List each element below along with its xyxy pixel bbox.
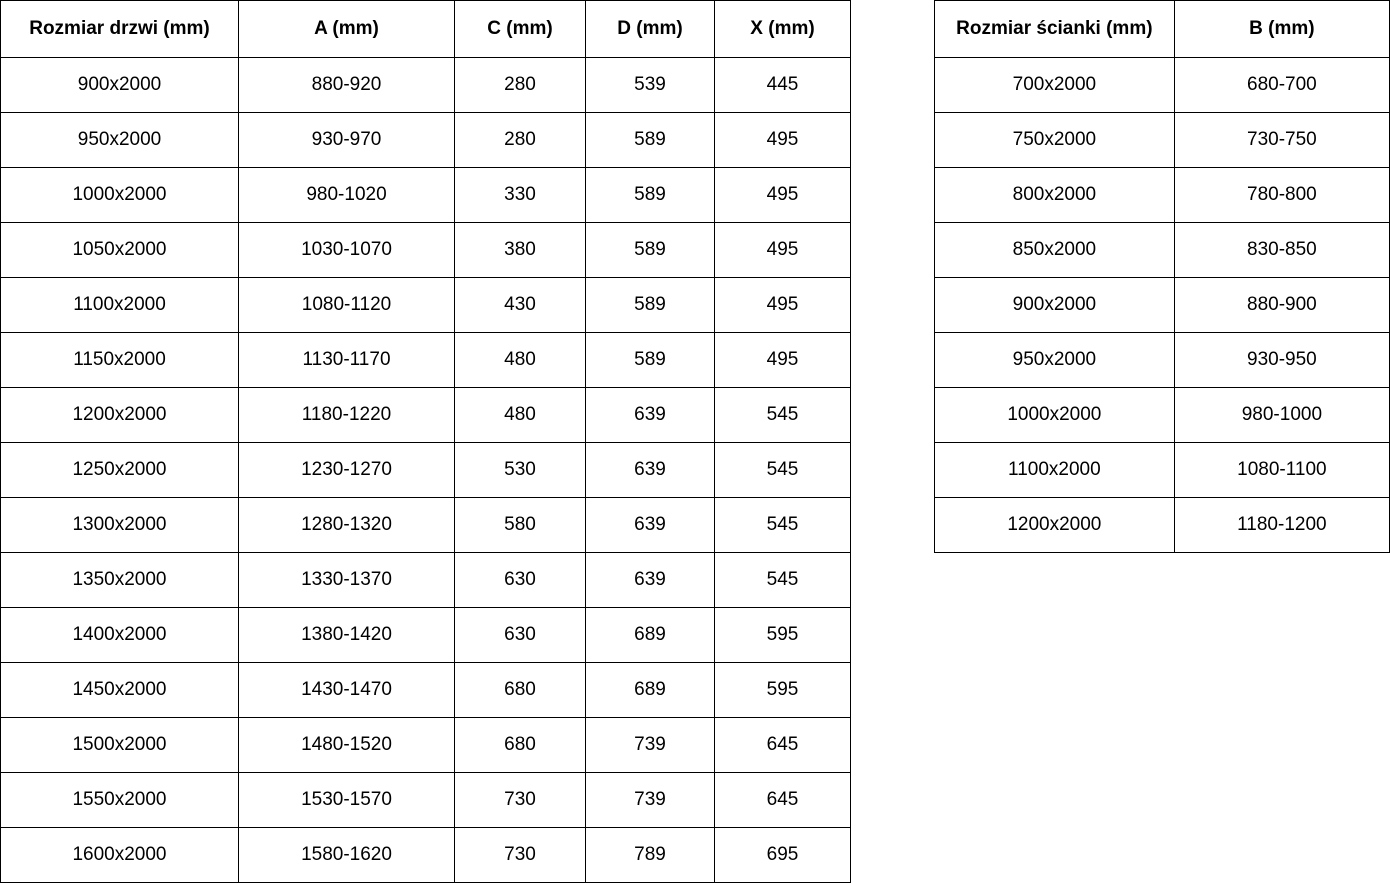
cell-b: 880-900 — [1174, 278, 1389, 333]
cell-d: 739 — [586, 718, 715, 773]
wall-sizes-table-head — [935, 1, 1390, 58]
cell-c: 680 — [455, 718, 586, 773]
cell-wall-size: 800x2000 — [935, 168, 1175, 223]
column-header-c: C (mm) — [455, 1, 586, 58]
cell-door-size: 1000x2000 — [1, 168, 239, 223]
cell-wall-size: 1000x2000 — [935, 388, 1175, 443]
cell-wall-size: 700x2000 — [935, 58, 1175, 113]
cell-x: 545 — [715, 553, 851, 608]
cell-wall-size: 950x2000 — [935, 333, 1175, 388]
cell-wall-size: 900x2000 — [935, 278, 1175, 333]
cell-d: 689 — [586, 663, 715, 718]
cell-b: 730-750 — [1174, 113, 1389, 168]
cell-c: 730 — [455, 773, 586, 828]
table-row — [935, 168, 1390, 223]
cell-x: 595 — [715, 663, 851, 718]
column-header-x: X (mm) — [715, 1, 851, 58]
cell-c: 580 — [455, 498, 586, 553]
cell-x: 495 — [715, 333, 851, 388]
cell-b: 1180-1200 — [1174, 498, 1389, 553]
cell-c: 330 — [455, 168, 586, 223]
table-row — [1, 608, 851, 663]
cell-wall-size: 850x2000 — [935, 223, 1175, 278]
cell-c: 530 — [455, 443, 586, 498]
table-row — [1, 718, 851, 773]
cell-d: 589 — [586, 168, 715, 223]
table-row — [1, 333, 851, 388]
table-row — [1, 58, 851, 113]
cell-wall-size: 1100x2000 — [935, 443, 1175, 498]
cell-a: 1380-1420 — [239, 608, 455, 663]
table-row — [935, 498, 1390, 553]
cell-a: 1280-1320 — [239, 498, 455, 553]
cell-c: 480 — [455, 333, 586, 388]
cell-a: 1330-1370 — [239, 553, 455, 608]
table-row — [935, 223, 1390, 278]
cell-x: 495 — [715, 223, 851, 278]
cell-c: 380 — [455, 223, 586, 278]
cell-a: 1530-1570 — [239, 773, 455, 828]
wall-sizes-table-body — [935, 58, 1390, 553]
cell-a: 1030-1070 — [239, 223, 455, 278]
cell-d: 639 — [586, 553, 715, 608]
cell-x: 545 — [715, 498, 851, 553]
table-row — [1, 553, 851, 608]
cell-b: 930-950 — [1174, 333, 1389, 388]
table-row — [1, 828, 851, 883]
wall-sizes-table — [934, 0, 1390, 553]
cell-x: 495 — [715, 168, 851, 223]
cell-x: 645 — [715, 718, 851, 773]
cell-c: 730 — [455, 828, 586, 883]
table-row — [1, 388, 851, 443]
cell-d: 789 — [586, 828, 715, 883]
cell-a: 1580-1620 — [239, 828, 455, 883]
cell-c: 480 — [455, 388, 586, 443]
cell-x: 545 — [715, 388, 851, 443]
cell-x: 645 — [715, 773, 851, 828]
cell-c: 630 — [455, 608, 586, 663]
column-header-a: A (mm) — [239, 1, 455, 58]
cell-door-size: 1250x2000 — [1, 443, 239, 498]
cell-door-size: 1350x2000 — [1, 553, 239, 608]
cell-d: 589 — [586, 278, 715, 333]
cell-a: 1180-1220 — [239, 388, 455, 443]
table-row — [1, 113, 851, 168]
cell-door-size: 1450x2000 — [1, 663, 239, 718]
cell-b: 980-1000 — [1174, 388, 1389, 443]
table-header-row — [935, 1, 1390, 58]
cell-door-size: 1400x2000 — [1, 608, 239, 663]
cell-a: 1130-1170 — [239, 333, 455, 388]
cell-a: 980-1020 — [239, 168, 455, 223]
cell-wall-size: 750x2000 — [935, 113, 1175, 168]
table-row — [1, 443, 851, 498]
cell-c: 630 — [455, 553, 586, 608]
table-row — [1, 168, 851, 223]
table-row — [935, 333, 1390, 388]
cell-d: 639 — [586, 443, 715, 498]
cell-d: 689 — [586, 608, 715, 663]
table-row — [1, 278, 851, 333]
cell-d: 739 — [586, 773, 715, 828]
cell-x: 495 — [715, 113, 851, 168]
cell-door-size: 1200x2000 — [1, 388, 239, 443]
cell-door-size: 1100x2000 — [1, 278, 239, 333]
cell-x: 595 — [715, 608, 851, 663]
cell-door-size: 1150x2000 — [1, 333, 239, 388]
cell-d: 639 — [586, 388, 715, 443]
table-row — [935, 113, 1390, 168]
cell-c: 280 — [455, 113, 586, 168]
table-row — [935, 58, 1390, 113]
cell-d: 639 — [586, 498, 715, 553]
cell-c: 430 — [455, 278, 586, 333]
table-row — [1, 223, 851, 278]
table-row — [935, 278, 1390, 333]
cell-a: 1230-1270 — [239, 443, 455, 498]
cell-a: 880-920 — [239, 58, 455, 113]
cell-x: 545 — [715, 443, 851, 498]
cell-d: 539 — [586, 58, 715, 113]
cell-d: 589 — [586, 223, 715, 278]
cell-door-size: 1550x2000 — [1, 773, 239, 828]
cell-door-size: 950x2000 — [1, 113, 239, 168]
cell-door-size: 1500x2000 — [1, 718, 239, 773]
column-header-b: B (mm) — [1174, 1, 1389, 58]
cell-a: 930-970 — [239, 113, 455, 168]
column-header-d: D (mm) — [586, 1, 715, 58]
table-row — [1, 498, 851, 553]
table-row — [935, 388, 1390, 443]
cell-door-size: 1050x2000 — [1, 223, 239, 278]
cell-b: 780-800 — [1174, 168, 1389, 223]
table-row — [1, 663, 851, 718]
cell-x: 445 — [715, 58, 851, 113]
cell-b: 830-850 — [1174, 223, 1389, 278]
table-row — [1, 773, 851, 828]
column-header-wall-size: Rozmiar ścianki (mm) — [935, 1, 1175, 58]
cell-b: 680-700 — [1174, 58, 1389, 113]
cell-b: 1080-1100 — [1174, 443, 1389, 498]
cell-d: 589 — [586, 333, 715, 388]
cell-a: 1430-1470 — [239, 663, 455, 718]
cell-wall-size: 1200x2000 — [935, 498, 1175, 553]
table-row — [935, 443, 1390, 498]
cell-d: 589 — [586, 113, 715, 168]
door-sizes-table-head — [1, 1, 851, 58]
cell-door-size: 1600x2000 — [1, 828, 239, 883]
cell-x: 695 — [715, 828, 851, 883]
column-header-door-size: Rozmiar drzwi (mm) — [1, 1, 239, 58]
cell-c: 280 — [455, 58, 586, 113]
cell-door-size: 1300x2000 — [1, 498, 239, 553]
cell-a: 1480-1520 — [239, 718, 455, 773]
table-header-row — [1, 1, 851, 58]
cell-x: 495 — [715, 278, 851, 333]
cell-door-size: 900x2000 — [1, 58, 239, 113]
door-sizes-table-body — [1, 58, 851, 883]
cell-c: 680 — [455, 663, 586, 718]
cell-a: 1080-1120 — [239, 278, 455, 333]
